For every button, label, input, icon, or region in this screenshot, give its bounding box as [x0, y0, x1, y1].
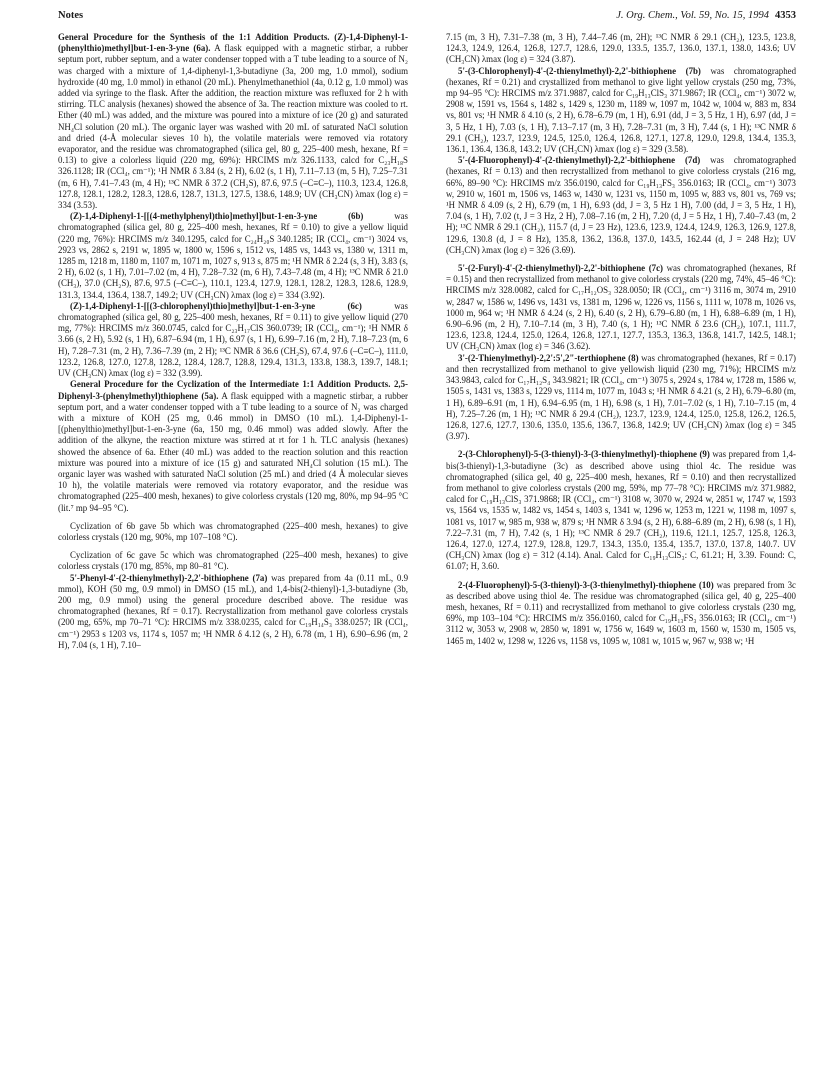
section-label: Notes: [58, 10, 84, 21]
compound-paragraph: [446, 449, 796, 572]
compound-text: was chromatographed (silica gel, 80 g, 225–400 mesh, hexanes, Rf = 0.10) to give a yellow liquid (220 mg, 76%): HRCIMS m/z 340.1295, calcd for C₂₄H₂₀S 340.1285; IR (CCl₄, cm⁻¹) 3024 vs, 2923 vs, 2862 s, 2191 w, 1895 w, 1800 w, 1596 s, 1512 vs, 1485 vs, 1443 vs, 1380 w, 1311 m, 1285 m, 1218 m, 1180 m, 1107 m, 1071 m, 1027 s, 913 s, 875 m; ¹H NMR δ 2.24 (s, 3 H), 3.83 (s, 2 H), 6.02 (s, 1 H), 7.01–7.02 (m, 4 H), 7.28–7.32 (m, 6 H), 7.43–7.48 (m, 4 H); ¹³C NMR δ 21.0 (CH₃), 37.0 (CH₂S), 87.6, 97.5 (–C≡C–), 110.1, 123.4, 127.9, 128.1, 128.2, 128.3, 128.6, 128.9, 131.3, 134.4, 136.4, 138.7, 149.2; UV (CH₃CN) λmax (log ε) = 334 (3.92).: [58, 211, 408, 300]
cyclization-text: Cyclization of 6b gave 5b which was chromatographed (225–400 mesh, hexanes) to give colorless crystals (120 mg, 90%, mp 107–108 °C).: [58, 520, 408, 542]
compound-text: was chromatographed (hexanes, Rf = 0.15) and then recrystallized from methanol to give colorless crystals (220 mg, 74%, 45–46 °C): HRCIMS m/z 328.0082, calcd for C₁₇H₁₂OS₃ 328.0050; IR (CCl₄, cm⁻¹) 3116 m, 3074 m, 2910 w, 2847 w, 1586 w, 1496 vs, 1431 vs, 1381 m, 1296 w, 1226 vs, 1156 s, 1111 w, 1078 m, 1026 vs, 1000 m, 964 w; ¹H NMR δ 4.24 (s, 2 H), 6.40 (s, 2 H), 6.79–6.80 (m, 1 H), 6.88–6.89 (m, 1 H), 6.90–6.96 (m, 2 H), 7.10–7.14 (m, 3 H), 7.40 (s, 1 H); ¹³C NMR δ 23.6 (CH₂), 107.1, 111.7, 123.6, 123.8, 124.4, 125.0, 126.4, 126.8, 127.1, 127.7, 135.3, 136.3, 136.8, 141.7, 142.5, 148.1; UV (CH₃CN) λmax (log ε) = 346 (3.62).: [446, 263, 796, 352]
compound-title: 5'-(2-Furyl)-4'-(2-thienylmethyl)-2,2'-bithiophene (7c): [458, 263, 663, 274]
left-column: [58, 32, 408, 1067]
compound-title: 2-(3-Chlorophenyl)-5-(3-thienyl)-3-(3-thienylmethyl)-thiophene (9): [458, 449, 710, 460]
compound-title: (Z)-1,4-Diphenyl-1-[[(3-chlorophenyl)thio]methyl]but-1-en-3-yne (6c): [70, 300, 362, 311]
compound-text: was chromatographed (hexanes, Rf = 0.13) and then recrystallized from methanol to give colorless crystals (216 mg, 66%, 89–90 °C): HRCIMS m/z 356.0190, calcd for C₁₉H₁₃FS₃ 356.0163; IR (CCl₄, cm⁻¹) 3073 w, 2910 w, 1601 m, 1506 vs, 1463 w, 1430 w, 1231 vs, 1150 m, 1095 w, 883 vs, 801 vs, 769 vs; ¹H NMR δ 4.09 (s, 2 H), 6.79 (m, 1 H), 6.93 (dd, J = 3, 5 Hz 1 H), 7.00 (dd, J = 3, 5 Hz, 1 H), 7.04 (s, 1 H), 7.02 (t, J = 3 Hz, 2 H), 7.08–7.16 (m, 2 H), 7.20 (d, J = 5 Hz, 1 H), 7.40–7.43 (m, 2 H); ¹³C NMR δ 29.1 (CH₂), 115.7 (d, J = 23 Hz), 123.6, 123.9, 124.4, 124.9, 126.3, 126.9, 127.8, 129.6, 130.8 (d, J = 8 Hz), 135.8, 136.2, 136.8, 137.0, 143.5, 162.44 (d, J = 248 Hz); UV (CH₃CN) λmax (log ε) = 326 (3.69).: [446, 155, 796, 255]
cyclization-text: Cyclization of 6c gave 5c which was chromatographed (225–400 mesh, hexanes) to give colorless crystals (170 mg, 85%, mp 80–81 °C).: [58, 550, 408, 572]
journal-citation: [616, 8, 796, 24]
compound-title: 3'-(2-Thienylmethyl)-2,2':5',2"-terthiophene (8): [458, 352, 639, 363]
compound-paragraph: [446, 353, 796, 443]
continuation-paragraph: [446, 32, 796, 66]
compound-title: 5'-(4-Fluorophenyl)-4'-(2-thienylmethyl)-2,2'-bithiophene (7d): [458, 155, 701, 166]
compound-title: (Z)-1,4-Diphenyl-1-[[(4-methylphenyl)thio]methyl]but-1-en-3-yne (6b): [70, 211, 364, 222]
compound-text: was prepared from 4a (0.11 mL, 0.9 mmol), KOH (50 mg, 0.9 mmol) in DMSO (15 mL), and 1,4-bis(2-thienyl)-1,3-butadiyne (3b, 200 mg, 0.9 mmol) using the general procedure described above. The residue was chromatographed (hexanes, Rf = 0.17). Recrystallization from methanol gave colorless crystals (200 mg, 65%, mp 70–71 °C): HRCIMS m/z 338.0235, calcd for C₁₉H₁₄S₃ 338.0257; IR (CCl₄, cm⁻¹) 2953 s 1203 vs, 1174 s, 1057 m; ¹H NMR δ 4.12 (s, 2 H), 6.78 (m, 1 H), 6.90–6.96 (m, 2 H), 7.04 (s, 1 H), 7.10–: [58, 572, 408, 650]
compound-title: 5'-(3-Chlorophenyl)-4'-(2-thienylmethyl)-2,2'-bithiophene (7b): [458, 65, 701, 76]
compound-title: 2-(4-Fluorophenyl)-5-(3-thienyl)-3-(3-thienylmethyl)-thiophene (10): [458, 579, 714, 590]
procedure-paragraph: [58, 32, 408, 211]
cyclization-paragraph: [58, 521, 408, 543]
journal-name: J. Org. Chem., Vol. 59, No. 15, 1994: [616, 10, 769, 21]
page-number: 4353: [775, 10, 796, 21]
compound-paragraph: [58, 301, 408, 379]
compound-paragraph: [446, 66, 796, 156]
compound-paragraph: [58, 573, 408, 651]
compound-text: was prepared from 3c as described above using thiol 4e. The residue was chromatographed (silica gel, 40 g, 225–400 mesh, hexanes, Rf = 0.11) and recrystallized from methanol to give colorless crystals (230 mg, 69%, mp 103–104 °C): HRCIMS m/z 356.0160, calcd for C₁₉H₁₃FS₃ 356.0163; IR (CCl₄, cm⁻¹) 3112 w, 3053 w, 2908 w, 2850 w, 1891 w, 1756 w, 1649 w, 1603 m, 1560 w, 1530 m, 1505 vs, 1465 m, 1402 w, 1298 w, 1226 vs, 1158 vs, 1095 w, 1081 w, 1015 w, 967 w, 938 w; ¹H: [446, 579, 796, 646]
compound-paragraph: [446, 580, 796, 647]
compound-text: was prepared from 1,4-bis(3-thienyl)-1,3-butadiyne (3c) as described above using thiol 4c. The residue was chromatographed (silica gel, 40 g, 225–400 mesh, hexanes, Rf = 0.10) and then recrystallized from methanol to give colorless crystals (200 mg, 59%, mp 77–78 °C): HRCIMS m/z 371.9882, calcd for C₁₉H₁₃ClS₃ 371.9868; IR (CCl₄, cm⁻¹) 3108 w, 3070 w, 2924 w, 2851 w, 1747 w, 1593 vs, 1564 vs, 1535 w, 1482 vs, 1454 s, 1403 s, 1341 w, 1296 w, 1253 m, 1221 w, 1198 m, 1097 s, 1081 vs, 1017 w, 985 m, 938 w, 879 s; ¹H NMR δ 3.94 (s, 2 H), 6.88–6.89 (m, 2 H), 6.98 (s, 1 H), 7.22–7.31 (m, 7 H), 7.42 (s, 1 H); ¹³C NMR δ 29.7 (CH₂), 119.6, 121.1, 125.7, 125.8, 126.3, 126.4, 127.0, 127.4, 127.9, 128.8, 129.7, 134.3, 135.0, 135.4, 135.7, 137.0, 137.8, 140.7. UV (CH₃CN) λmax (log ε) = 312 (4.14). Anal. Calcd for C₁₉H₁₃ClS₃: C, 61.21; H, 3.39. Found: C, 61.07; H, 3.60.: [446, 449, 796, 572]
compound-text: was chromatographed (silica gel, 80 g, 225–400 mesh, hexanes, Rf = 0.11) to give yellow liquid (270 mg, 77%): HRCIMS m/z 360.0745, calcd for C₂₃H₁₇ClS 360.0739; IR (CCl₄, cm⁻¹); ¹H NMR δ 3.66 (s, 2 H), 5.92 (s, 1 H), 6.87–6.94 (m, 1 H), 6.97 (s, 1 H), 6.99–7.16 (m, 2 H), 7.18–7.23 (m, 6 H), 7.28–7.31 (m, 2 H), 7.36–7.39 (m, 2 H); ¹³C NMR δ 36.6 (CH₂S), 67.4, 97.6 (–C≡C–), 111.0, 123.2, 126.8, 127.0, 127.8, 128.2, 128.4, 128.7, 128.8, 129.4, 131.3, 133.8, 138.3, 139.7, 148.1; UV (CH₃CN) λmax (log ε) = 332 (3.99).: [58, 300, 408, 379]
compound-paragraph: [58, 211, 408, 301]
compound-paragraph: [446, 263, 796, 353]
procedure-text: A flask equipped with a magnetic stirbar, a rubber septum port, rubber septum, and a water condenser topped with a T tube leading to a source of N₂ was charged with a mixture of 1,4-diphenyl-1,3-butadiyne (3a, 200 mg, 1.0 mmol), sodium hydroxide (40 mg, 1.0 mmol) in ethanol (20 mL). Phenylmethanethiol (4a, 0.12 g, 1.0 mmol) was added via syringe to the flask. After the addition, the reaction mixture was refluxed for 2 h with stirring. TLC analysis (hexanes) showed the absence of 3a. The reaction mixture was cooled to rt. Ether (40 mL) was added, and the mixture was poured into a mixture of ice (20 g) and saturated NH₄Cl solution (20 mL). The organic layer was washed with 20 mL of saturated NaCl solution and dried (4-Å molecular sieves 10 h), the volatile materials were removed via rotatory evaporator, and the residue was chromatographed (silica gel, 80 g, 225–400 mesh, hexane, Rf = 0.13) to give a colorless liquid (220 mg, 69%): HRCIMS m/z 326.1133, calcd for C₂₃H₁₈S 326.1128; IR (CCl₄, cm⁻¹); ¹H NMR δ 3.84 (s, 2 H), 6.02 (s, 1 H), 7.11–7.13 (m, 5 H), 7.25–7.31 (m, 6 H), 7.41–7.43 (m, 4 H); ¹³C NMR δ 37.2 (CH₂S), 87.6, 97.5 (–C≡C–), 110.3, 123.4, 126.8, 127.8, 128.1, 128.2, 128.3, 128.6, 128.7, 131.3, 127.5, 138.6, 148.9; UV (CH₃CN) λmax (log ε) = 334 (3.53).: [58, 43, 408, 211]
right-column: [446, 32, 796, 1067]
procedure-text: A flask equipped with a magnetic stirbar, a rubber septum port, and a water condenser topped with a T tube leading to a source of N₂ was charged with a mixture of KOH (25 mg, 0.46 mmol) in DMSO (10 mL). 1,4-Diphenyl-1-[(phenylthio)methyl]but-1-en-3-yne (6a, 150 mg, 0.46 mmol) was added slowly. After the addition of the alkyne, the reaction mixture was stirred at rt for 1 h. TLC analysis (hexanes) showed the absence of 6a. Ether (40 mL) was added to the reaction solution and this reaction mixture was poured into a mixture of ice (15 g) and saturated NH₄Cl solution (15 mL). The organic layer was washed with saturated NaCl solution (25 mL) and dried (4 Å molecular sieves 10 h), the volatile materials were removed via rotatory evaporator, and the residue was chromatographed (225–400 mesh, hexanes) to give colorless crystals (120 mg, 80%, mp 94–95 °C (lit.⁷ mp 94–95 °C).: [58, 390, 408, 513]
running-header: [58, 8, 796, 24]
procedure-title: General Procedure for the Synthesis of the 1:1 Addition Products. (Z)-1,4-Diphenyl-1-(phenylthio)methyl]but-1-en-3-yne (6a).: [58, 32, 408, 54]
compound-title: 5'-Phenyl-4'-(2-thienylmethyl)-2,2'-bithiophene (7a): [70, 572, 268, 583]
compound-text: was chromatographed (hexanes, Rf = 0.21) and crystallized from methanol to give light yellow crystals (250 mg, 73%, mp 94–95 °C): HRCIMS m/z 371.9887, calcd for C₁₉H₁₃ClS₃ 371.9867; IR (CCl₄, cm⁻¹) 3072 w, 2908 w, 1591 vs, 1564 s, 1482 s, 1429 s, 1230 m, 1189 w, 1097 m, 1042 w, 1004 w, 883 m, 834 vs, 801 vs; ¹H NMR δ 4.10 (s, 2 H), 6.78–6.79 (m, 1 H), 6.91 (dd, J = 3, 5 Hz, 1 H), 6.97 (dd, J = 3, 5 Hz, 1 H), 7.03 (s, 1 H), 7.13–7.17 (m, 3 H), 7.28–7.31 (m, 3 H), 7.44 (s, 1 H); ¹³C NMR δ 29.1 (CH₂), 123.7, 123.9, 124.5, 125.0, 126.4, 126.8, 127.1, 127.8, 129.0, 129.8, 134.4, 135.3, 136.1, 136.4, 136.8, 143.2; UV (CH₃CN) λmax (log ε) = 329 (3.58).: [446, 65, 796, 155]
compound-paragraph: [446, 155, 796, 256]
continuation-text: 7.15 (m, 3 H), 7.31–7.38 (m, 3 H), 7.44–7.46 (m, 2H); ¹³C NMR δ 29.1 (CH₂), 123.5, 123.8, 124.3, 124.9, 126.4, 126.8, 127.7, 128.6, 129.0, 133.5, 135.7, 136.0, 137.1, 138.0, 143.6; UV (CH₃CN) λmax (log ε) = 324 (3.87).: [446, 32, 796, 65]
compound-text: was chromatographed (hexanes, Rf = 0.17) and then recrystallized from methanol to give yellowish liquid (230 mg, 71%); HRCIMS m/z 343.9843, calcd for C₁₇H₁₂S₄ 343.9821; IR (CCl₄, cm⁻¹) 3075 s, 2924 s, 1784 w, 1728 m, 1586 w, 1505 s, 1431 vs, 1383 s, 1229 vs, 1114 m, 1077 m, 1043 s; ¹H NMR δ 4.21 (s, 2 H), 6.79–6.80 (m, 1 H), 6.89–6.91 (m, 1 H), 6.94–6.95 (m, 1 H), 6.98 (s, 1 H), 7.01–7.02 (s, 1 H), 7.10–7.15 (m, 4 H), 7.25–7.26 (m, 1 H); ¹³C NMR δ 29.4 (CH₂), 123.7, 123.9, 124.4, 125.0, 125.8, 126.2, 126.5, 126.8, 127.6, 127.7, 130.6, 135.0, 135.6, 136.7, 136.8, 142.9; UV (CH₃CN) λmax (log ε) = 345 (3.97).: [446, 352, 796, 442]
cyclization-paragraph: [58, 550, 408, 572]
procedure-paragraph: [58, 379, 408, 513]
procedure-title: General Procedure for the Cyclization of the Intermediate 1:1 Addition Products. 2,5-Diphenyl-3-(phenylmethyl)thiophene (5a).: [58, 379, 408, 401]
